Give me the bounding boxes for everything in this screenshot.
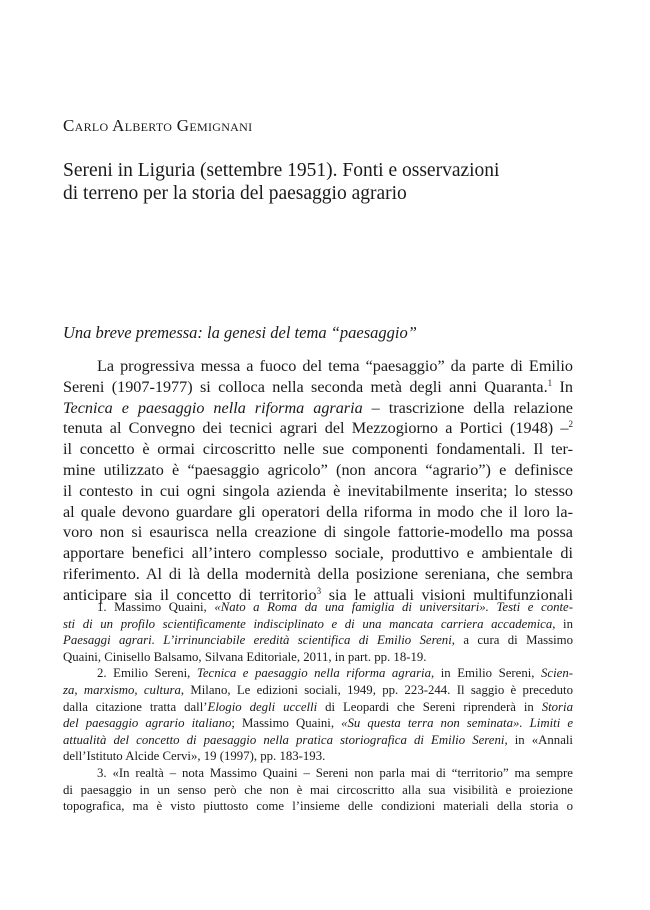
body-line: Sereni (1907-1977) si colloca nella seconda metà degli anni Quaranta.$^1$ In xyxy=(63,377,574,396)
body-line: apportare benefici all’intero complesso sociale, produttivo e ambientale di xyxy=(63,544,573,563)
footnotes xyxy=(63,599,573,815)
footnote-3-line: 3. «In realtà – nota Massimo Quaini – Sereni non parla mai di “territorio” ma sempre xyxy=(97,765,573,780)
article-title xyxy=(63,159,603,205)
body-line: voro non si esaurisca nella creazione di singole fattorie-modello ma possa xyxy=(63,523,573,542)
body-line: tenuta al Convegno dei tecnici agrari del Mezzogiorno a Portici (1948) –$^2$ xyxy=(63,419,573,438)
section-heading: Una breve premessa: la genesi del tema “paesaggio” xyxy=(63,323,417,342)
footnote-3-line: topografica, ma è visto piuttosto come l’insieme delle condizioni materiali della storia o xyxy=(63,799,573,814)
footnote-2-line: 2. Emilio Sereni, Tecnica e paesaggio nella riforma agraria, in Emilio Sereni, Scien- xyxy=(97,666,574,681)
body-line: La progressiva messa a fuoco del tema “paesaggio” da parte di Emilio xyxy=(97,357,573,375)
footnote-2-line: za, marxismo, cultura, Milano, Le edizioni sociali, 1949, pp. 223-244. Il saggio è preceduto xyxy=(63,682,573,697)
footnote-1-line: sti di un profilo scientificamente indisciplinato e di una mancata carriera accademica, in xyxy=(63,616,574,631)
body-line: Tecnica e paesaggio nella riforma agraria – trascrizione della relazione xyxy=(63,398,573,417)
body-line: il concetto è ormai circoscritto nelle sue componenti fondamentali. Il ter- xyxy=(63,440,573,459)
body-line: anticipare sia il concetto di territorio$^3$ sia le attuali visioni multifunzionali xyxy=(63,585,573,604)
footnote-2-line: dell’Istituto Alcide Cervi», 19 (1997), pp. 183-193. xyxy=(63,749,326,764)
footnote-2-line: del paesaggio agrario italiano; Massimo Quaini, «Su questa terra non seminata». Limiti e xyxy=(63,716,574,731)
footnote-1-line: Quaini, Cinisello Balsamo, Silvana Editoriale, 2011, in part. pp. 18-19. xyxy=(63,649,427,664)
footnote-ref: 1 xyxy=(547,377,553,388)
body-line: riferimento. Al di là della modernità della posizione sereniana, che sembra xyxy=(63,564,573,583)
footnote-3-line: di paesaggio in un senso però che non è mai circoscritto alla sua visibilità e proiezione xyxy=(63,782,573,797)
footnote-ref: 3 xyxy=(316,585,322,596)
footnote-2-line: attualità del concetto di paesaggio nella pratica storiografica di Emilio Sereni, in «Annali xyxy=(63,732,573,747)
body-line: al quale devono guardare gli operatori della riforma in modo che il loro la- xyxy=(63,502,573,521)
footnote-ref: 2 xyxy=(568,419,573,430)
body-line: mine utilizzato è “paesaggio agricolo” (non ancora “agrario”) e definisce xyxy=(63,460,573,479)
footnote-1-line: 1. Massimo Quaini, «Nato a Roma da una famiglia di universitari». Testi e conte- xyxy=(97,600,573,614)
body-paragraph xyxy=(63,356,573,606)
footnote-1-line: Paesaggi agrari. L’irrinunciabile eredità scientifica di Emilio Sereni, a cura di Massimo xyxy=(63,633,573,648)
title-line: di terreno per la storia del paesaggio agrario xyxy=(63,183,407,204)
author-name: Carlo Alberto Gemignani xyxy=(63,116,253,135)
footnote-2-line: dalla citazione tratta dall’Elogio degli uccelli di Leopardi che Sereni riprenderà in Storia xyxy=(63,699,573,714)
title-line: Sereni in Liguria (settembre 1951). Fonti e osservazioni xyxy=(63,160,500,181)
body-line: il contesto in cui ogni singola azienda è inevitabilmente inserita; lo stesso xyxy=(63,481,573,500)
